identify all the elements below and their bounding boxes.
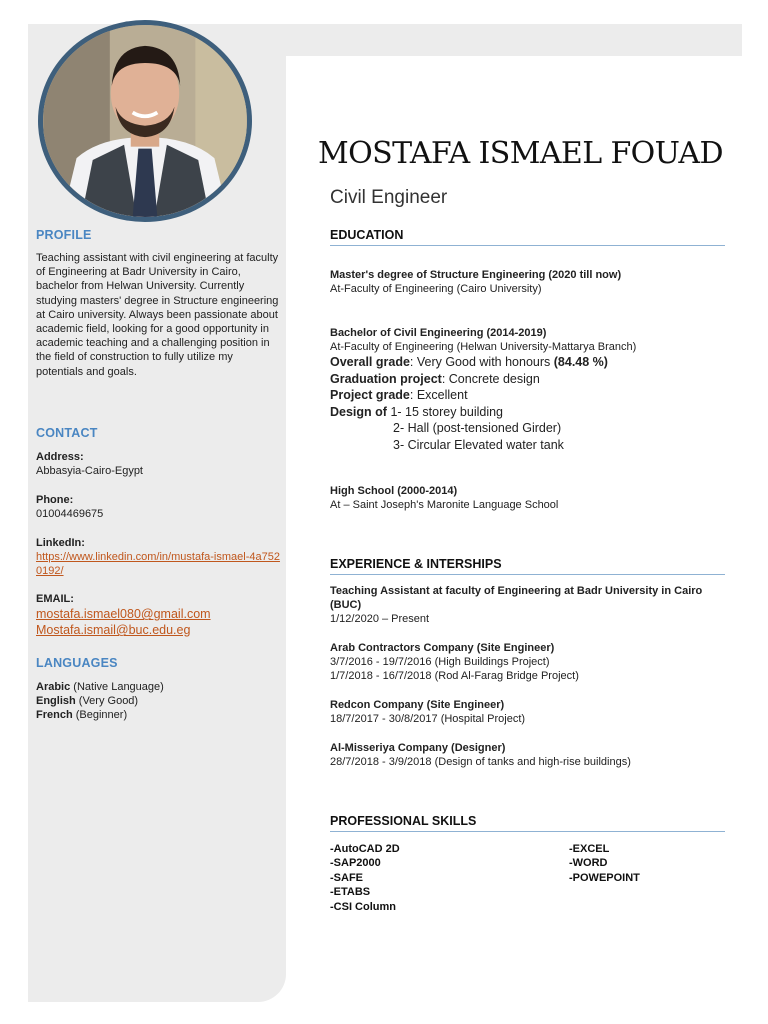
language-item	[36, 694, 282, 708]
project-grade-value: : Excellent	[409, 388, 468, 403]
experience-item	[330, 741, 730, 769]
job-title: Civil Engineer	[330, 187, 448, 208]
contact-address	[36, 450, 282, 478]
contact-phone	[36, 493, 282, 521]
language-level: (Very Good)	[75, 695, 139, 708]
experience-title: Redcon Company (Site Engineer)	[330, 699, 505, 711]
languages-heading: LANGUAGES	[36, 656, 118, 670]
skills-column-1	[330, 842, 400, 914]
grade-value: : Very Good with honours	[409, 355, 554, 369]
graduation-project	[330, 371, 730, 388]
language-item	[36, 680, 282, 694]
profile-heading: PROFILE	[36, 228, 92, 242]
skill-item: -CSI Column	[330, 900, 396, 913]
bachelor-place: At-Faculty of Engineering (Helwan University-Mattarya Branch)	[330, 341, 637, 353]
language-level: (Native Language)	[70, 681, 164, 693]
experience-line: 1/7/2018 - 16/7/2018 (Rod Al-Farag Bridge Project)	[330, 670, 579, 682]
experience-line: 28/7/2018 - 3/9/2018 (Design of tanks and high-rise buildings)	[330, 756, 631, 768]
experience-title: Teaching Assistant at faculty of Engineering at Badr University in Cairo (BUC)	[330, 585, 703, 611]
experience-title: Al-Misseriya Company (Designer)	[330, 742, 506, 754]
experience-item	[330, 584, 730, 626]
project-value: : Concrete design	[441, 371, 540, 386]
phone-value: 01004469675	[36, 508, 104, 521]
experience-line: 1/12/2020 – Present	[330, 613, 430, 625]
highschool-place: At – Saint Joseph's Maronite Language School	[330, 499, 559, 511]
language-level: (Beginner)	[72, 709, 128, 722]
language-name: French	[36, 709, 73, 722]
education-bachelor	[330, 326, 730, 454]
project-grade	[330, 387, 730, 404]
design-of	[330, 404, 730, 421]
email-label: EMAIL:	[36, 593, 74, 605]
experience-title: Arab Contractors Company (Site Engineer)	[330, 642, 555, 654]
experience-heading: EXPERIENCE & INTERSHIPS	[330, 557, 725, 575]
address-label: Address:	[36, 451, 84, 463]
design-item: 1- 15 storey building	[390, 404, 504, 419]
language-name: Arabic	[36, 681, 71, 693]
experience-item	[330, 698, 730, 726]
profile-photo	[38, 20, 252, 222]
linkedin-label: LinkedIn:	[36, 537, 85, 549]
overall-grade	[330, 354, 730, 371]
education-heading: EDUCATION	[330, 228, 725, 246]
skill-item: -ETABS	[330, 886, 371, 899]
skill-item: -AutoCAD 2D	[330, 843, 400, 855]
skill-item: -SAP2000	[330, 857, 381, 870]
skill-item: -WORD	[569, 857, 608, 870]
language-item	[36, 708, 282, 722]
contact-heading: CONTACT	[36, 426, 98, 440]
skills-column-2	[569, 842, 640, 885]
profile-text: Teaching assistant with civil engineering at faculty of Engineering at Badr University in Cairo, bachelor from Helwan University. Currently studying masters' degree in Structure engineering at Cairo university. Always been passionate about academic field, looking for a good opportunity in academic teaching and a challenging position in the field of construction to fully utilize my potentials and goals.	[36, 252, 279, 378]
full-name: MOSTAFA ISMAEL FOUAD	[318, 136, 723, 171]
profile-photo-image	[43, 25, 247, 217]
skill-item: -SAFE	[330, 871, 363, 884]
design-label: Design of	[330, 404, 387, 419]
project-label: Graduation project	[330, 371, 442, 386]
linkedin-link[interactable]: https://www.linkedin.com/in/mustafa-ismael-4a7520192/	[36, 551, 280, 578]
grade-label: Overall grade	[330, 355, 410, 369]
experience-item	[330, 641, 730, 683]
language-name: English	[36, 695, 76, 708]
skills-heading: PROFESSIONAL SKILLS	[330, 814, 725, 832]
design-item: 3- Circular Elevated water tank	[393, 437, 564, 452]
address-value: Abbasyia-Cairo-Egypt	[36, 465, 143, 478]
email-link-1[interactable]: mostafa.ismael080@gmail.com	[36, 607, 211, 622]
phone-label: Phone:	[36, 494, 74, 506]
masters-place: At-Faculty of Engineering (Cairo University)	[330, 283, 542, 295]
email-link-2[interactable]: Mostafa.ismail@buc.edu.eg	[36, 623, 191, 638]
education-masters	[330, 268, 730, 296]
design-item: 2- Hall (post-tensioned Girder)	[393, 421, 562, 436]
education-highschool	[330, 484, 730, 512]
contact-email	[36, 592, 282, 638]
languages-list	[36, 680, 282, 723]
grade-percent: (84.48 %)	[553, 355, 608, 369]
experience-line: 3/7/2016 - 19/7/2016 (High Buildings Project)	[330, 656, 550, 668]
project-grade-label: Project grade	[330, 388, 410, 403]
masters-degree: Master's degree of Structure Engineering (2020 till now)	[330, 269, 622, 281]
skill-item: -EXCEL	[569, 843, 610, 855]
highschool-degree: High School (2000-2014)	[330, 485, 458, 497]
skill-item: -POWEPOINT	[569, 871, 640, 884]
contact-linkedin	[36, 536, 282, 579]
experience-line: 18/7/2017 - 30/8/2017 (Hospital Project)	[330, 713, 526, 725]
bachelor-degree: Bachelor of Civil Engineering (2014-2019)	[330, 327, 547, 339]
